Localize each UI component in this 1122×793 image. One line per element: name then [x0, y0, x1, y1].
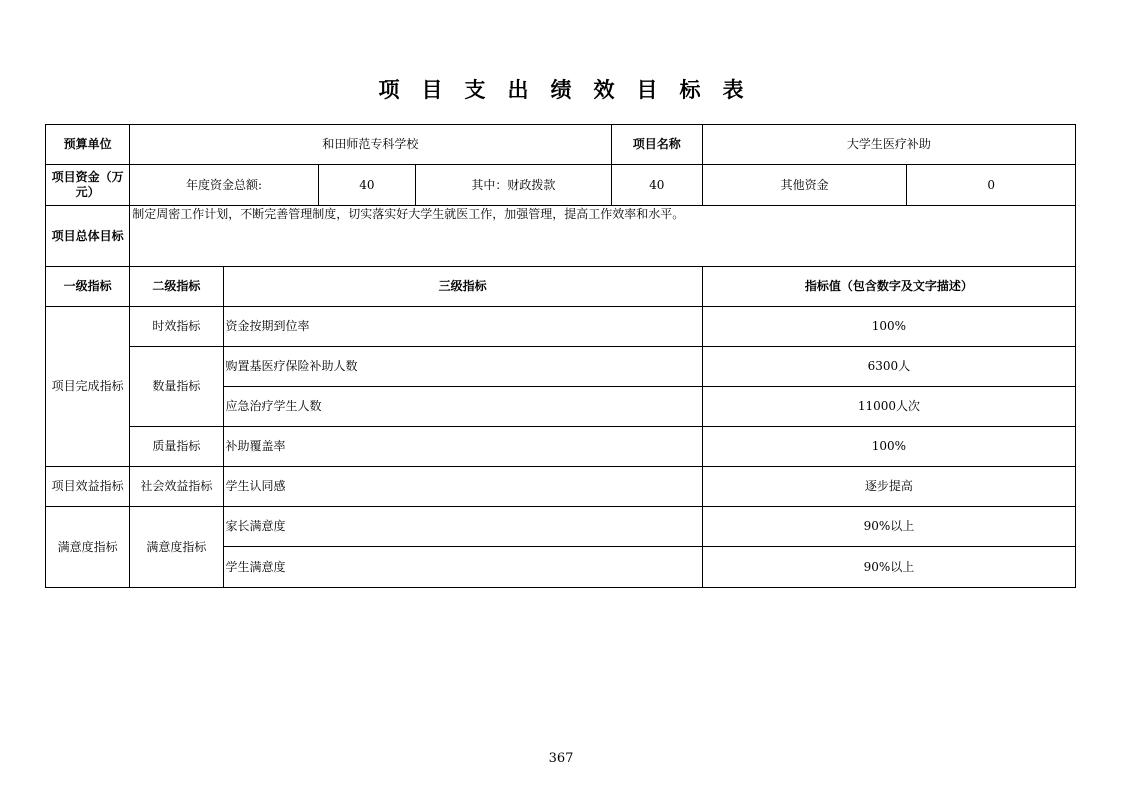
indicator-value: 90%以上 [702, 507, 1075, 547]
indicator-cell: 家长满意度 [223, 507, 702, 547]
indicator-cell: 资金按期到位率 [223, 307, 702, 347]
budget-unit-value: 和田师范专科学校 [130, 125, 611, 165]
performance-target-table [45, 124, 1076, 588]
annual-total-value: 40 [318, 165, 415, 206]
overall-goal-text: 制定周密工作计划，不断完善管理制度，切实落实好大学生就医工作，加强管理，提高工作效率和水平。 [130, 206, 1076, 267]
subgroup-quantity: 数量指标 [130, 347, 223, 427]
level2-header: 二级指标 [130, 267, 223, 307]
indicator-cell: 购置基医疗保险补助人数 [223, 347, 702, 387]
overall-goal-label: 项目总体目标 [46, 206, 130, 267]
group-satisfaction: 满意度指标 [46, 507, 130, 588]
subgroup-timeliness: 时效指标 [130, 307, 223, 347]
group-benefit: 项目效益指标 [46, 467, 130, 507]
indicator-value: 90%以上 [702, 547, 1075, 588]
indicator-value: 逐步提高 [702, 467, 1075, 507]
indicator-cell: 学生认同感 [223, 467, 702, 507]
subgroup-social-benefit: 社会效益指标 [130, 467, 223, 507]
indicator-value: 100% [702, 427, 1075, 467]
subgroup-satisfaction: 满意度指标 [130, 507, 223, 588]
budget-unit-label: 预算单位 [46, 125, 130, 165]
indicator-cell: 应急治疗学生人数 [223, 387, 702, 427]
table-row [46, 427, 1076, 467]
fiscal-allocation-label: 其中：财政拨款 [416, 165, 612, 206]
level1-header: 一级指标 [46, 267, 130, 307]
other-funds-value: 0 [907, 165, 1076, 206]
table-row [46, 347, 1076, 387]
funding-row [46, 165, 1076, 206]
indicator-value: 11000人次 [702, 387, 1075, 427]
project-name-value: 大学生医疗补助 [702, 125, 1075, 165]
funding-label: 项目资金（万元） [46, 165, 130, 206]
indicator-value: 100% [702, 307, 1075, 347]
annual-total-label: 年度资金总额: [130, 165, 319, 206]
table-row [46, 307, 1076, 347]
indicator-value: 6300人 [702, 347, 1075, 387]
page-title: 项目支出绩效目标表 [378, 78, 766, 102]
fiscal-allocation-value: 40 [611, 165, 702, 206]
level3-header: 三级指标 [223, 267, 702, 307]
page-number: 367 [548, 751, 574, 766]
table-row [46, 467, 1076, 507]
group-completion: 项目完成指标 [46, 307, 130, 467]
overall-goal-row [46, 206, 1076, 267]
indicator-cell: 学生满意度 [223, 547, 702, 588]
indicator-cell: 补助覆盖率 [223, 427, 702, 467]
table-row [46, 507, 1076, 547]
budget-unit-row [46, 125, 1076, 165]
column-header-row [46, 267, 1076, 307]
value-header: 指标值（包含数字及文字描述） [702, 267, 1075, 307]
subgroup-quality: 质量指标 [130, 427, 223, 467]
other-funds-label: 其他资金 [702, 165, 907, 206]
project-name-label: 项目名称 [611, 125, 702, 165]
